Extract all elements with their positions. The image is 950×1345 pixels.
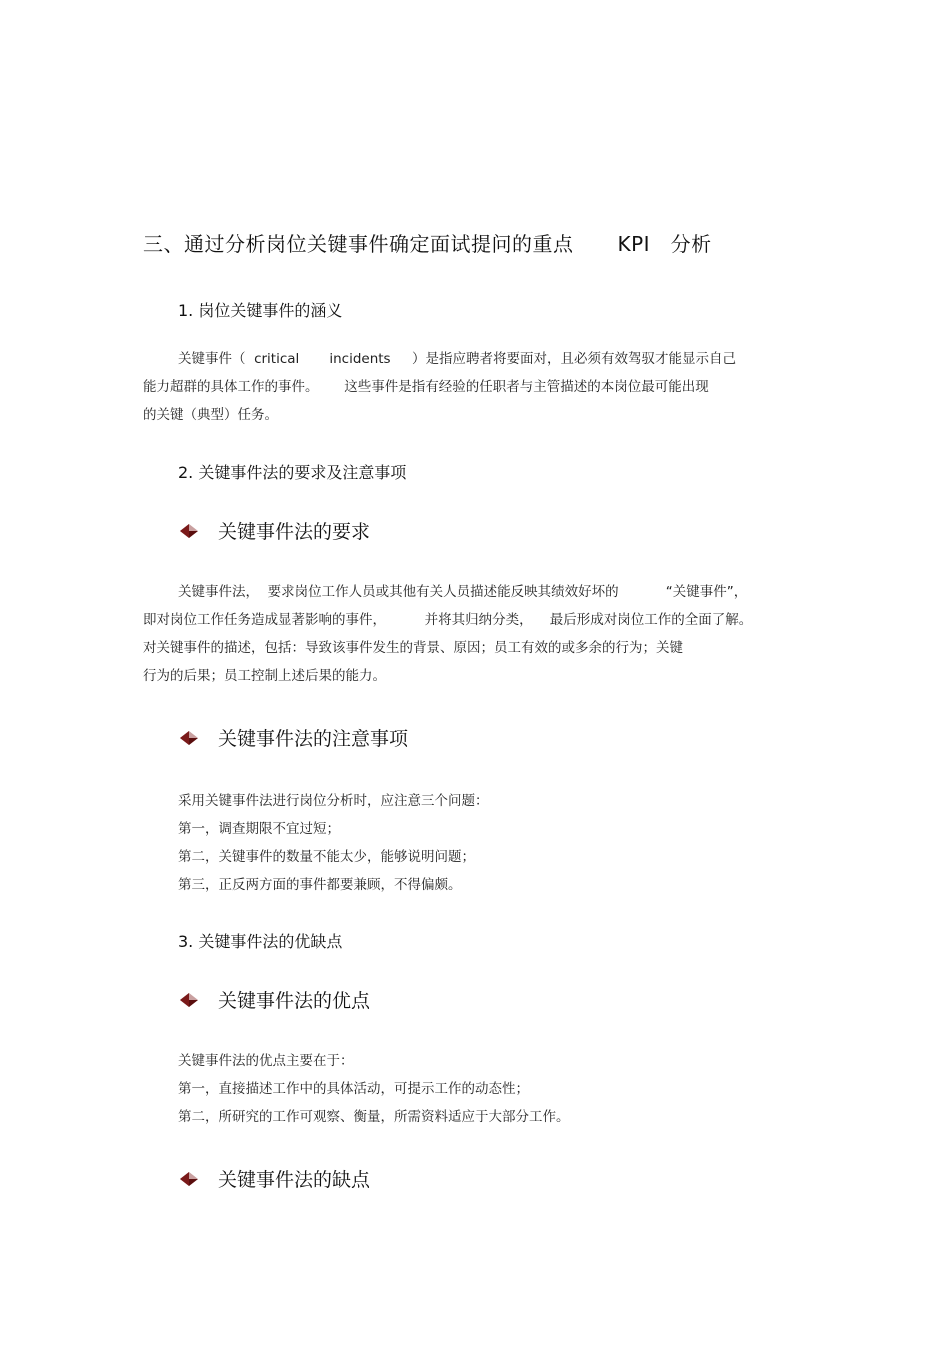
main-heading-suffix: KPI 分析 bbox=[617, 232, 712, 256]
section3-sub1-heading bbox=[178, 986, 370, 1013]
section2-sub2-line-4: 第三，正反两方面的事件都要兼顾，不得偏颇。 bbox=[178, 877, 462, 893]
section3-sub1-line-1: 关键事件法的优点主要在于： bbox=[178, 1053, 354, 1069]
section1-line-1: 关键事件（ critical incidents ）是指应聘者将要面对，且必须有效驾驭才能显示自己 bbox=[178, 351, 737, 367]
section2-sub2-list bbox=[178, 787, 489, 899]
section1-line-2: 能力超群的具体工作的事件。 这些事件是指有经验的任职者与主管描述的本岗位最可能出现 bbox=[143, 379, 709, 395]
section2-sub1-line-2: 即对岗位工作任务造成显著影响的事件， 并将其归纳分类， 最后形成对岗位工作的全面了解。 bbox=[143, 612, 753, 628]
diamond-arrow-bullet-icon bbox=[178, 992, 200, 1008]
main-heading bbox=[143, 228, 712, 257]
diamond-arrow-bullet-icon bbox=[178, 1171, 200, 1187]
section2-sub1-line-1: 关键事件法， 要求岗位工作人员或其他有关人员描述能反映其绩效好坏的 “关键事件”， bbox=[178, 584, 748, 600]
section1-title: 1. 岗位关键事件的涵义 bbox=[178, 301, 343, 320]
section3-title: 3. 关键事件法的优缺点 bbox=[178, 932, 343, 951]
section2-title: 2. 关键事件法的要求及注意事项 bbox=[178, 463, 407, 482]
section3-sub1-line-2: 第一，直接描述工作中的具体活动，可提示工作的动态性； bbox=[178, 1081, 529, 1097]
section1-paragraph bbox=[143, 345, 736, 429]
section1-line-3: 的关键（典型）任务。 bbox=[143, 407, 278, 423]
main-heading-text: 三、通过分析岗位关键事件确定面试提问的重点 bbox=[143, 232, 574, 256]
section2-sub2-line-1: 采用关键事件法进行岗位分析时，应注意三个问题： bbox=[178, 793, 489, 809]
section2-sub1-paragraph bbox=[143, 578, 752, 690]
section2-sub1-line-3: 对关键事件的描述，包括：导致该事件发生的背景、原因；员工有效的或多余的行为；关键 bbox=[143, 640, 683, 656]
section3-sub1-list bbox=[178, 1047, 570, 1131]
section2-sub2-line-2: 第一，调查期限不宜过短； bbox=[178, 821, 340, 837]
diamond-arrow-bullet-icon bbox=[178, 523, 200, 539]
section2-sub2-title: 关键事件法的注意事项 bbox=[218, 728, 409, 750]
section2-sub1-line-4: 行为的后果；员工控制上述后果的能力。 bbox=[143, 668, 386, 684]
section2-sub1-title: 关键事件法的要求 bbox=[218, 521, 371, 543]
section3-sub1-line-3: 第二，所研究的工作可观察、衡量，所需资料适应于大部分工作。 bbox=[178, 1109, 570, 1125]
section3-sub1-title: 关键事件法的优点 bbox=[218, 990, 371, 1012]
section2-sub1-heading bbox=[178, 517, 370, 544]
section2-sub2-line-3: 第二，关键事件的数量不能太少，能够说明问题； bbox=[178, 849, 475, 865]
section3-sub2-heading bbox=[178, 1165, 370, 1192]
section3-sub2-title: 关键事件法的缺点 bbox=[218, 1169, 371, 1191]
section2-sub2-heading bbox=[178, 724, 408, 751]
diamond-arrow-bullet-icon bbox=[178, 730, 200, 746]
